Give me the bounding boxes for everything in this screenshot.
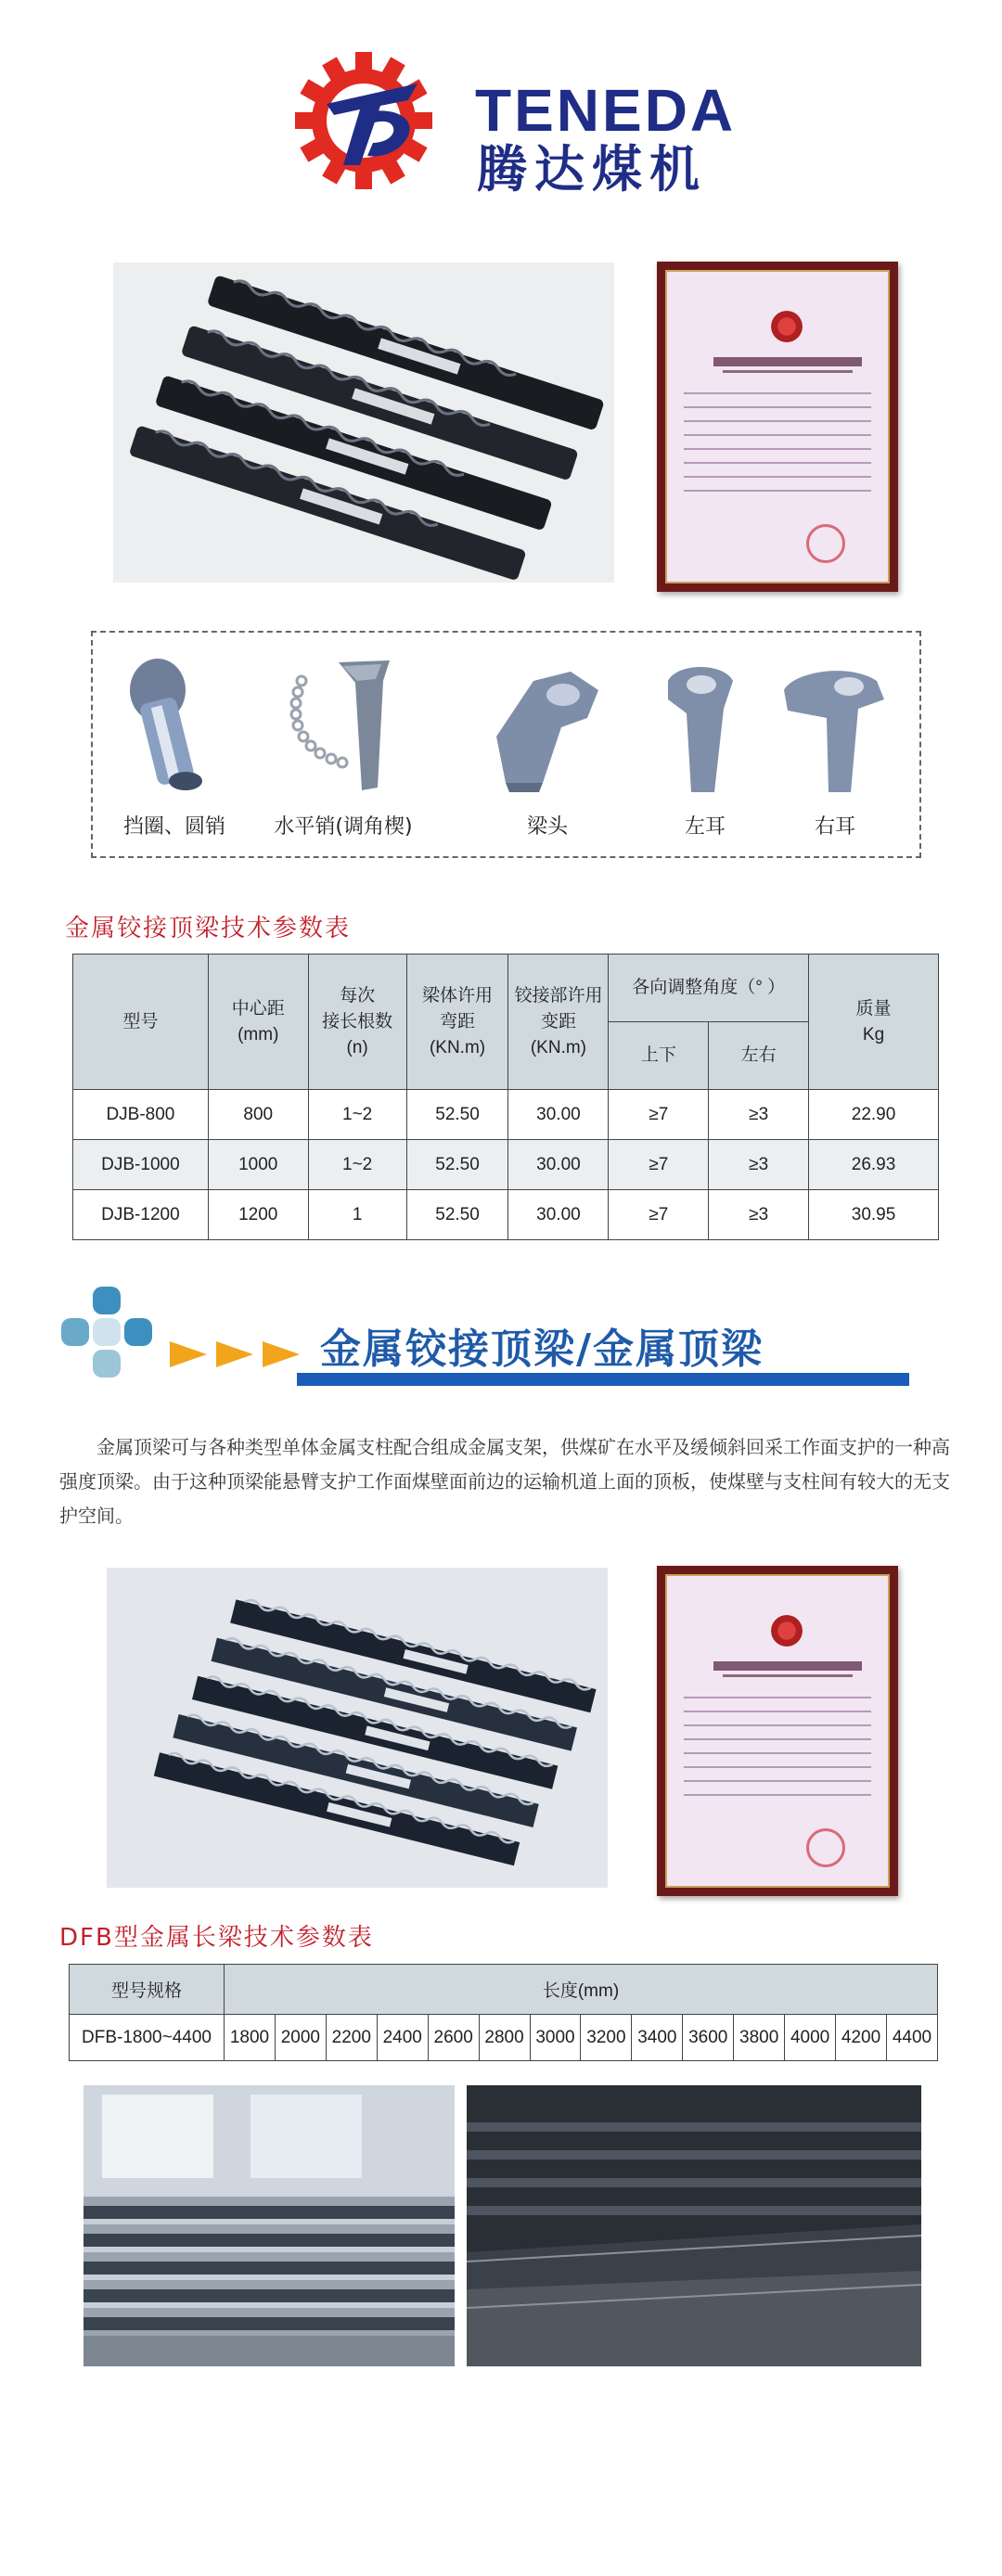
col-length: 长度(mm) — [225, 1965, 938, 2015]
col-angle-lr: 左右 — [709, 1022, 809, 1090]
col-angle: 各向调整角度（° ） — [609, 955, 809, 1022]
cell-ud: ≥7 — [609, 1190, 709, 1240]
cell-roots: 1~2 — [308, 1140, 406, 1190]
cell-hinge: 30.00 — [508, 1090, 609, 1140]
col-model: 型号 — [73, 955, 209, 1090]
warehouse-photo-left — [84, 2085, 455, 2366]
table-row — [73, 1140, 939, 1190]
cell-bending: 52.50 — [406, 1090, 508, 1140]
cell-model: DFB-1800~4400 — [70, 2015, 225, 2061]
cell-hinge: 30.00 — [508, 1190, 609, 1240]
cell-length: 4200 — [836, 2015, 887, 2061]
teneda-logo-gear-icon — [278, 46, 464, 195]
brand-name-cn: 腾达煤机 — [477, 140, 707, 199]
col-angle-ud: 上下 — [609, 1022, 709, 1090]
cell-mass: 22.90 — [809, 1090, 939, 1140]
col-bending-unit: (KN.m) — [429, 1037, 486, 1057]
puzzle-cross-icon — [56, 1285, 167, 1387]
part-left-ear — [631, 644, 779, 852]
col-roots — [308, 955, 406, 1090]
product-description: 金属顶梁可与各种类型单体金属支柱配合组成金属支架，供煤矿在水平及缓倾斜回采工作面支护的一种高强度顶梁。由于这种顶梁能悬臂支护工作面煤壁面前边的运输机道上面的顶板，使煤壁与支柱间有较大的无支护空间。 — [59, 1436, 950, 1527]
cell-length: 2200 — [326, 2015, 377, 2061]
cell-length: 1800 — [225, 2015, 276, 2061]
col-roots-line2: 接长根数 — [322, 1011, 393, 1032]
col-bending — [406, 955, 508, 1090]
cell-center: 1000 — [208, 1140, 308, 1190]
part-label: 左耳 — [684, 815, 726, 839]
col-mass-unit: Kg — [862, 1024, 885, 1044]
metal-beam-photo — [107, 1568, 608, 1888]
banner-title: 金属铰接顶梁/金属顶梁 — [320, 1326, 764, 1373]
cell-center: 800 — [208, 1090, 308, 1140]
warehouse-photo-right — [467, 2085, 921, 2366]
cell-ud: ≥7 — [609, 1090, 709, 1140]
cell-lr: ≥3 — [709, 1090, 809, 1140]
pin-icon — [119, 644, 230, 801]
cell-bending: 52.50 — [406, 1140, 508, 1190]
cell-length: 2600 — [428, 2015, 479, 2061]
cell-roots: 1 — [308, 1190, 406, 1240]
part-label: 右耳 — [814, 815, 855, 839]
certificate-title-graphic — [695, 1658, 880, 1680]
cell-lr: ≥3 — [709, 1140, 809, 1190]
col-model-spec: 型号规格 — [70, 1965, 225, 2015]
right-ear-icon — [765, 644, 905, 801]
cell-lr: ≥3 — [709, 1190, 809, 1240]
beam-head-icon — [478, 644, 617, 801]
col-center-distance — [208, 955, 308, 1090]
spec-table-title: 金属铰接顶梁技术参数表 — [65, 915, 352, 942]
cell-model: DJB-800 — [73, 1090, 209, 1140]
safety-certificate-image — [657, 1566, 898, 1896]
cell-length: 4400 — [886, 2015, 937, 2061]
left-ear-icon — [640, 644, 770, 801]
table-row — [73, 1190, 939, 1240]
wedge-chain-icon — [264, 644, 422, 801]
red-seal-icon — [806, 1828, 845, 1867]
cell-ud: ≥7 — [609, 1140, 709, 1190]
cell-roots: 1~2 — [308, 1090, 406, 1140]
cell-bending: 52.50 — [406, 1190, 508, 1240]
cell-length: 3600 — [683, 2015, 734, 2061]
hinged-beam-spec-table — [72, 954, 939, 1240]
part-beam-head — [473, 644, 622, 852]
cell-length: 2400 — [377, 2015, 428, 2061]
part-label: 梁头 — [526, 815, 568, 839]
emblem-icon — [771, 311, 803, 342]
cell-length: 3000 — [530, 2015, 581, 2061]
col-mass — [809, 955, 939, 1090]
cell-length: 3200 — [581, 2015, 632, 2061]
part-right-ear — [761, 644, 909, 852]
table-row — [73, 1090, 939, 1140]
hinged-beam-photo — [113, 263, 614, 583]
col-roots-line1: 每次 — [340, 985, 376, 1006]
certificate-title-graphic — [695, 353, 880, 376]
parts-showcase — [91, 631, 921, 858]
dfb-spec-table — [69, 1964, 938, 2061]
part-pin — [100, 644, 249, 852]
cell-length: 2800 — [479, 2015, 530, 2061]
safety-certificate-image — [657, 262, 898, 592]
col-hinge-line2: 变距 — [540, 1011, 576, 1032]
col-center-distance-label: 中心距 — [231, 998, 285, 1019]
emblem-icon — [771, 1615, 803, 1647]
col-bending-line2: 弯距 — [440, 1011, 476, 1032]
cell-length: 3800 — [734, 2015, 785, 2061]
dfb-table-title: DFB型金属长梁技术参数表 — [59, 1924, 374, 1952]
col-roots-unit: (n) — [346, 1037, 368, 1057]
part-wedge — [260, 644, 427, 852]
part-label: 挡圈、圆销 — [122, 815, 225, 839]
part-label: 水平销(调角楔) — [274, 815, 413, 839]
cell-center: 1200 — [208, 1190, 308, 1240]
cell-model: DJB-1200 — [73, 1190, 209, 1240]
cell-length: 2000 — [275, 2015, 326, 2061]
orange-arrows-icon — [170, 1336, 309, 1373]
col-center-distance-unit: (mm) — [238, 1024, 279, 1044]
cell-hinge: 30.00 — [508, 1140, 609, 1190]
cell-length: 4000 — [785, 2015, 836, 2061]
col-hinge-unit: (KN.m) — [530, 1037, 587, 1057]
red-seal-icon — [806, 524, 845, 563]
table-row — [70, 2015, 938, 2061]
col-mass-label: 质量 — [855, 998, 892, 1019]
col-hinge — [508, 955, 609, 1090]
cell-model: DJB-1000 — [73, 1140, 209, 1190]
banner-underline — [297, 1373, 909, 1386]
cell-length: 3400 — [632, 2015, 683, 2061]
col-bending-line1: 梁体许用 — [422, 985, 494, 1006]
cell-mass: 30.95 — [809, 1190, 939, 1240]
col-hinge-line1: 铰接部许用 — [514, 985, 603, 1006]
brand-name-en: TENEDA — [475, 77, 737, 144]
cell-mass: 26.93 — [809, 1140, 939, 1190]
